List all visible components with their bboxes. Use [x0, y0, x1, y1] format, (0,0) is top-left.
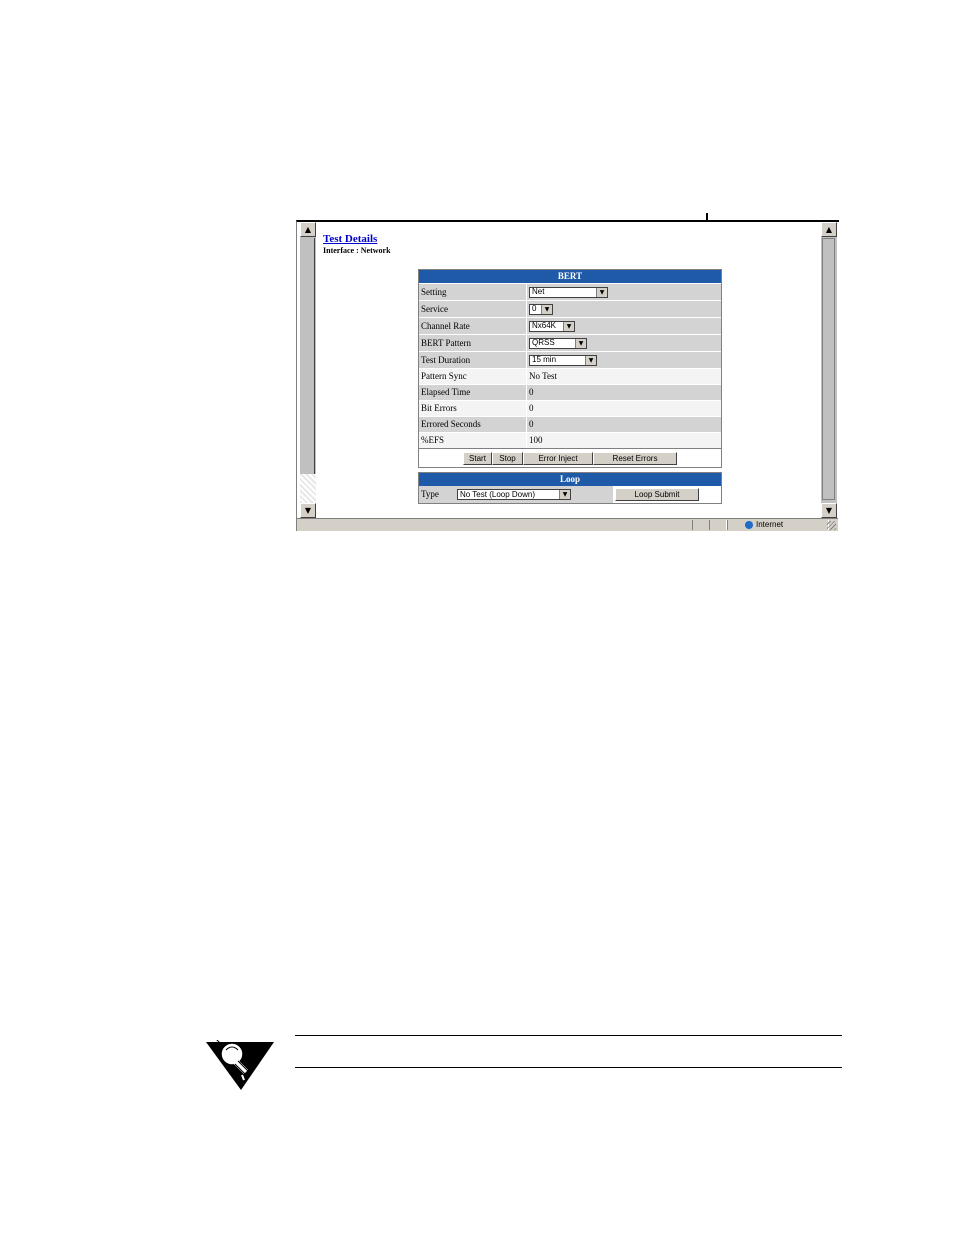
loop-table	[418, 472, 722, 504]
chevron-down-icon[interactable]: ▼	[575, 339, 586, 348]
table-row	[419, 317, 721, 334]
service-select[interactable]: 0 ▼	[529, 304, 553, 315]
status-bar	[297, 518, 838, 531]
errored-seconds-value: 0	[529, 419, 534, 429]
scroll-up-icon[interactable]: ▲	[300, 222, 316, 237]
table-row	[419, 416, 721, 432]
row-label: Pattern Sync	[419, 369, 527, 384]
row-label: Elapsed Time	[419, 385, 527, 400]
bit-errors-value: 0	[529, 403, 534, 413]
scroll-down-icon[interactable]: ▼	[821, 503, 837, 518]
row-label: Setting	[419, 284, 527, 300]
row-label: Channel Rate	[419, 318, 527, 334]
scroll-thumb[interactable]	[822, 238, 835, 500]
table-row	[419, 432, 721, 448]
lightbulb-icon	[206, 1040, 274, 1090]
elapsed-time-value: 0	[529, 387, 534, 397]
row-label: BERT Pattern	[419, 335, 527, 351]
channel-rate-select[interactable]: Nx64K ▼	[529, 321, 575, 332]
table-row	[419, 334, 721, 351]
row-label: Test Duration	[419, 352, 527, 368]
loop-header: Loop	[419, 473, 721, 486]
scroll-up-icon[interactable]: ▲	[821, 222, 837, 237]
table-row	[419, 300, 721, 317]
start-button[interactable]: Start	[463, 452, 492, 465]
row-label: Service	[419, 301, 527, 317]
test-duration-select[interactable]: 15 min ▼	[529, 355, 597, 366]
scroll-track[interactable]	[300, 474, 316, 503]
loop-type-select[interactable]: No Test (Loop Down) ▼	[457, 489, 571, 500]
loop-row	[419, 486, 721, 503]
browser-window	[296, 220, 839, 531]
loop-type-label: Type	[419, 486, 457, 503]
bert-button-row	[419, 448, 721, 467]
stop-button[interactable]: Stop	[492, 452, 523, 465]
row-label: %EFS	[419, 433, 527, 448]
status-zone: Internet	[745, 520, 783, 529]
window-edge-mark	[706, 213, 708, 220]
bert-pattern-select[interactable]: QRSS ▼	[529, 338, 587, 349]
bert-table	[418, 269, 722, 468]
error-inject-button[interactable]: Error Inject	[523, 452, 593, 465]
table-row	[419, 368, 721, 384]
scroll-down-icon[interactable]: ▼	[300, 503, 316, 518]
globe-icon	[745, 521, 753, 529]
reset-errors-button[interactable]: Reset Errors	[593, 452, 677, 465]
table-row	[419, 351, 721, 368]
row-label: Bit Errors	[419, 401, 527, 416]
setting-select[interactable]: Net ▼	[529, 287, 608, 298]
bert-header: BERT	[419, 270, 721, 283]
table-row	[419, 400, 721, 416]
status-segment	[709, 520, 727, 530]
right-scrollbar[interactable]	[821, 222, 837, 518]
efs-value: 100	[529, 435, 543, 445]
row-label: Errored Seconds	[419, 417, 527, 432]
note-bottom-rule	[295, 1067, 842, 1068]
scroll-thumb[interactable]	[301, 238, 315, 474]
page-subtitle: Interface : Network	[323, 246, 391, 255]
table-row	[419, 384, 721, 400]
loop-submit-button[interactable]: Loop Submit	[615, 488, 699, 501]
page-title[interactable]: Test Details	[323, 233, 378, 245]
note-top-rule	[295, 1035, 842, 1036]
left-scrollbar[interactable]	[300, 222, 316, 518]
resize-grip-icon[interactable]	[827, 521, 836, 530]
chevron-down-icon[interactable]: ▼	[585, 356, 596, 365]
chevron-down-icon[interactable]: ▼	[563, 322, 574, 331]
chevron-down-icon[interactable]: ▼	[541, 305, 552, 314]
table-row	[419, 283, 721, 300]
chevron-down-icon[interactable]: ▼	[559, 490, 570, 499]
status-segment	[692, 520, 710, 530]
pattern-sync-value: No Test	[529, 371, 557, 381]
chevron-down-icon[interactable]: ▼	[596, 288, 607, 297]
